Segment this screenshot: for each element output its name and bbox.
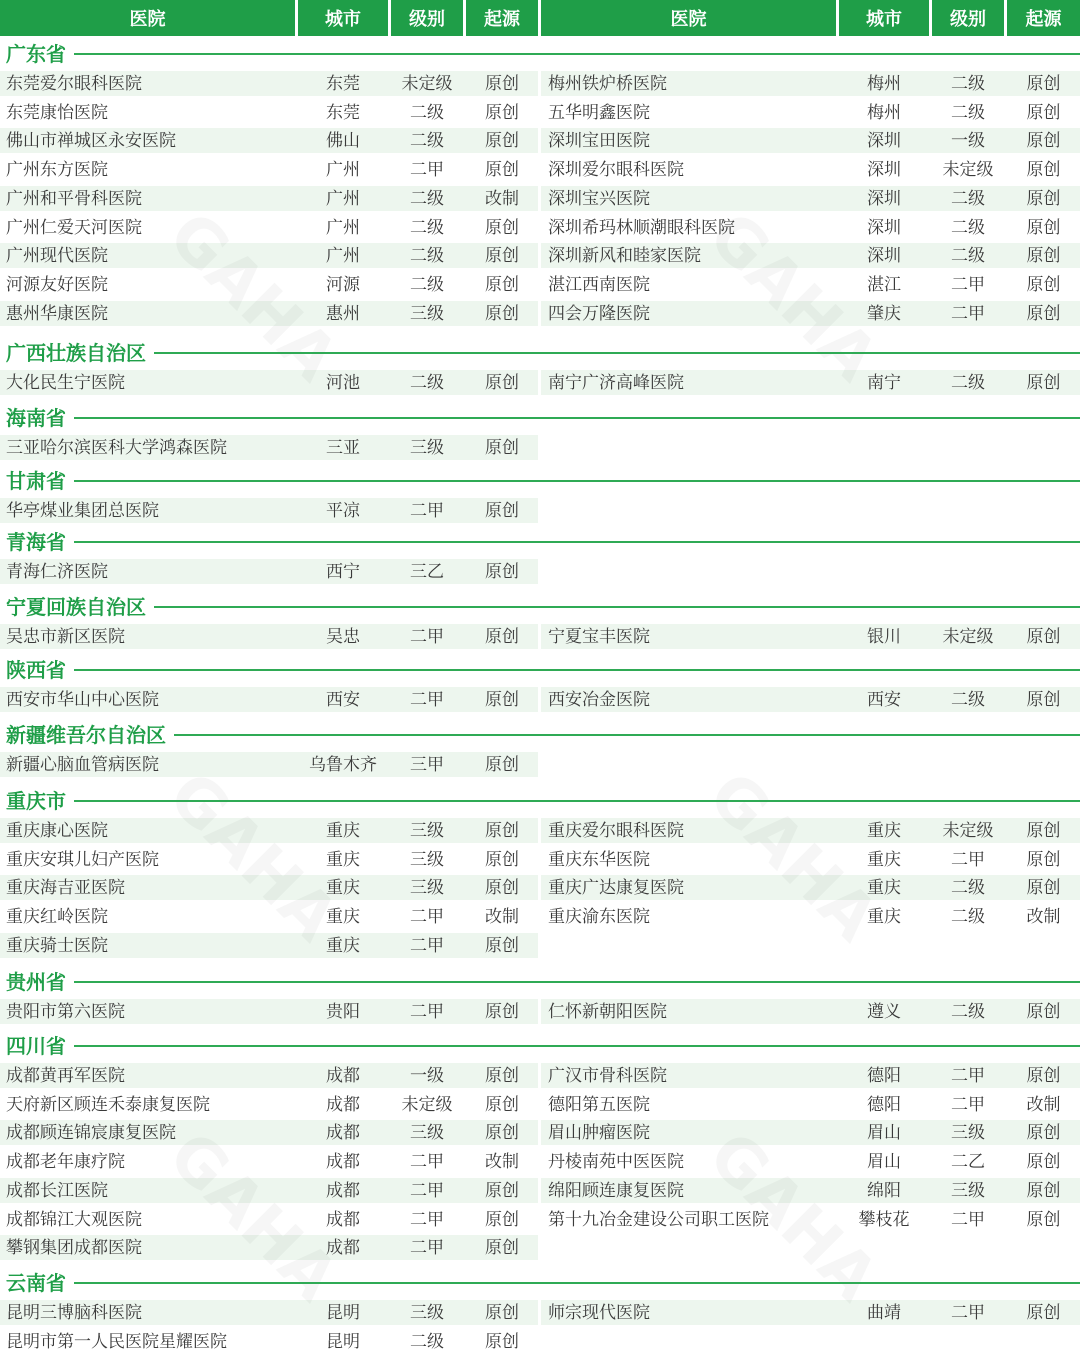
cell-city: 梅州 — [867, 74, 901, 94]
cell-origin: 原创 — [485, 1180, 519, 1201]
cell-level: 未定级 — [942, 821, 994, 841]
cell-level: 二甲 — [410, 1152, 444, 1173]
cell-level: 二甲 — [410, 1002, 444, 1022]
cell-level: 二级 — [951, 907, 985, 928]
cell-level: 三级 — [410, 878, 444, 899]
cell-origin: 原创 — [485, 1066, 519, 1086]
cell-hospital: 重庆爱尔眼科医院 — [548, 821, 684, 841]
cell-hospital: 宁夏宝丰医院 — [548, 627, 650, 647]
province-title: 广西壮族自治区 — [6, 340, 154, 366]
province-divider — [70, 800, 1080, 802]
cell-hospital: 重庆东华医院 — [548, 849, 650, 870]
province-title: 陕西省 — [6, 657, 74, 683]
cell-origin: 原创 — [485, 627, 519, 647]
cell-city: 昆明 — [326, 1331, 360, 1352]
province-divider — [70, 981, 1080, 983]
cell-level: 一级 — [410, 1066, 444, 1086]
cell-city: 深圳 — [867, 160, 901, 181]
cell-origin: 原创 — [1026, 74, 1061, 94]
cell-hospital: 深圳宝兴医院 — [548, 188, 650, 209]
cell-city: 三亚 — [326, 438, 360, 458]
cell-hospital: 广州东方医院 — [6, 160, 108, 181]
header-city-left: 城市 — [298, 0, 388, 36]
cell-origin: 原创 — [485, 1238, 519, 1259]
cell-city: 曲靖 — [867, 1303, 901, 1323]
cell-hospital: 深圳爱尔眼科医院 — [548, 160, 684, 181]
cell-hospital: 德阳第五医院 — [548, 1094, 650, 1115]
cell-origin: 原创 — [485, 246, 519, 267]
cell-hospital: 重庆康心医院 — [6, 821, 108, 841]
cell-city: 德阳 — [867, 1094, 901, 1115]
cell-hospital: 广州和平骨科医院 — [6, 188, 142, 209]
cell-city: 深圳 — [867, 188, 901, 209]
header-origin-left: 起源 — [466, 0, 538, 36]
cell-city: 重庆 — [326, 849, 360, 870]
cell-hospital: 新疆心脑血管病医院 — [6, 755, 159, 775]
cell-level: 三级 — [410, 1303, 444, 1323]
province-title: 重庆市 — [6, 788, 74, 814]
province-divider — [70, 606, 1080, 608]
cell-origin: 原创 — [485, 1002, 519, 1022]
cell-city: 重庆 — [326, 821, 360, 841]
cell-level: 二级 — [410, 274, 444, 295]
cell-city: 重庆 — [867, 821, 901, 841]
cell-city: 湛江 — [867, 274, 901, 295]
cell-origin: 原创 — [1026, 373, 1061, 393]
cell-city: 广州 — [326, 217, 360, 238]
cell-origin: 原创 — [485, 131, 519, 152]
cell-city: 重庆 — [867, 849, 901, 870]
cell-level: 三级 — [951, 1123, 985, 1144]
cell-city: 重庆 — [326, 907, 360, 928]
cell-level: 三乙 — [410, 562, 444, 582]
cell-level: 二级 — [410, 131, 444, 152]
cell-hospital: 攀钢集团成都医院 — [6, 1238, 142, 1259]
cell-origin: 改制 — [485, 907, 519, 928]
header-city-right: 城市 — [839, 0, 929, 36]
cell-origin: 原创 — [1026, 627, 1061, 647]
cell-origin: 原创 — [1026, 1209, 1061, 1230]
cell-hospital: 重庆海吉亚医院 — [6, 878, 125, 899]
cell-city: 广州 — [326, 246, 360, 267]
cell-level: 三级 — [410, 438, 444, 458]
cell-hospital: 成都老年康疗院 — [6, 1152, 125, 1173]
cell-city: 绵阳 — [867, 1180, 901, 1201]
cell-hospital: 重庆广达康复医院 — [548, 878, 684, 899]
cell-hospital: 贵阳市第六医院 — [6, 1002, 125, 1022]
cell-origin: 原创 — [1026, 102, 1061, 123]
cell-city: 南宁 — [867, 373, 901, 393]
cell-hospital: 南宁广济高峰医院 — [548, 373, 684, 393]
province-divider — [70, 669, 1080, 671]
cell-level: 未定级 — [401, 1094, 453, 1115]
cell-city: 梅州 — [867, 102, 901, 123]
cell-hospital: 东莞爱尔眼科医院 — [6, 74, 142, 94]
cell-origin: 原创 — [485, 849, 519, 870]
province-divider — [70, 734, 1080, 736]
cell-origin: 原创 — [485, 690, 519, 710]
cell-origin: 原创 — [1026, 878, 1061, 899]
cell-level: 二甲 — [951, 1066, 985, 1086]
cell-city: 深圳 — [867, 131, 901, 152]
cell-level: 二级 — [951, 878, 985, 899]
cell-hospital: 成都顾连锦宸康复医院 — [6, 1123, 176, 1144]
cell-origin: 原创 — [485, 935, 519, 956]
cell-level: 二级 — [410, 1331, 444, 1352]
cell-city: 乌鲁木齐 — [309, 755, 377, 775]
cell-origin: 原创 — [485, 1094, 519, 1115]
cell-origin: 改制 — [485, 188, 519, 209]
cell-city: 平凉 — [326, 501, 360, 521]
cell-city: 河池 — [326, 373, 360, 393]
cell-city: 贵阳 — [326, 1002, 360, 1022]
cell-origin: 原创 — [1026, 160, 1061, 181]
cell-level: 未定级 — [942, 627, 994, 647]
cell-level: 二甲 — [951, 849, 985, 870]
cell-hospital: 佛山市禅城区永安医院 — [6, 131, 176, 152]
cell-hospital: 大化民生宁医院 — [6, 373, 125, 393]
cell-hospital: 第十九冶金建设公司职工医院 — [548, 1209, 769, 1230]
cell-hospital: 西安冶金医院 — [548, 690, 650, 710]
cell-level: 三级 — [410, 821, 444, 841]
cell-hospital: 广州仁爱天河医院 — [6, 217, 142, 238]
province-divider — [70, 352, 1080, 354]
header-hospital-left: 医院 — [0, 0, 295, 36]
cell-level: 二级 — [951, 1002, 985, 1022]
cell-hospital: 成都黄再军医院 — [6, 1066, 125, 1086]
cell-origin: 改制 — [1026, 1094, 1061, 1115]
cell-hospital: 三亚哈尔滨医科大学鸿森医院 — [6, 438, 227, 458]
province-title: 广东省 — [6, 41, 74, 67]
cell-origin: 原创 — [485, 755, 519, 775]
cell-origin: 原创 — [1026, 1303, 1061, 1323]
cell-hospital: 广汉市骨科医院 — [548, 1066, 667, 1086]
cell-hospital: 天府新区顾连禾泰康复医院 — [6, 1094, 210, 1115]
cell-origin: 原创 — [1026, 1002, 1061, 1022]
cell-city: 银川 — [867, 627, 901, 647]
cell-origin: 原创 — [485, 438, 519, 458]
cell-city: 攀枝花 — [858, 1209, 910, 1230]
cell-hospital: 丹棱南苑中医医院 — [548, 1152, 684, 1173]
cell-origin: 原创 — [485, 562, 519, 582]
cell-origin: 原创 — [485, 217, 519, 238]
cell-city: 成都 — [326, 1180, 360, 1201]
cell-city: 西宁 — [326, 562, 360, 582]
cell-city: 深圳 — [867, 217, 901, 238]
cell-city: 东莞 — [326, 102, 360, 123]
cell-level: 二级 — [951, 102, 985, 123]
cell-origin: 原创 — [1026, 303, 1061, 324]
cell-city: 成都 — [326, 1123, 360, 1144]
cell-origin: 原创 — [485, 878, 519, 899]
province-divider — [70, 1282, 1080, 1284]
cell-level: 二甲 — [410, 627, 444, 647]
cell-city: 深圳 — [867, 246, 901, 267]
cell-city: 惠州 — [326, 303, 360, 324]
cell-origin: 原创 — [1026, 821, 1061, 841]
cell-hospital: 成都长江医院 — [6, 1180, 108, 1201]
cell-city: 重庆 — [867, 878, 901, 899]
cell-level: 二甲 — [410, 690, 444, 710]
cell-city: 重庆 — [867, 907, 901, 928]
cell-hospital: 梅州铁炉桥医院 — [548, 74, 667, 94]
cell-level: 三级 — [410, 1123, 444, 1144]
cell-hospital: 广州现代医院 — [6, 246, 108, 267]
cell-level: 二级 — [410, 217, 444, 238]
cell-hospital: 华亭煤业集团总医院 — [6, 501, 159, 521]
cell-level: 二级 — [951, 217, 985, 238]
cell-city: 广州 — [326, 160, 360, 181]
cell-origin: 原创 — [1026, 188, 1061, 209]
table-header — [0, 0, 1080, 38]
cell-city: 吴忠 — [326, 627, 360, 647]
cell-hospital: 青海仁济医院 — [6, 562, 108, 582]
cell-hospital: 眉山肿瘤医院 — [548, 1123, 650, 1144]
cell-origin: 改制 — [1026, 907, 1061, 928]
cell-origin: 原创 — [485, 1331, 519, 1352]
cell-level: 未定级 — [401, 74, 453, 94]
cell-city: 遵义 — [867, 1002, 901, 1022]
cell-city: 眉山 — [867, 1152, 901, 1173]
cell-level: 二级 — [951, 246, 985, 267]
cell-level: 一级 — [951, 131, 985, 152]
cell-level: 二甲 — [410, 1238, 444, 1259]
cell-origin: 原创 — [1026, 1152, 1061, 1173]
cell-level: 三级 — [410, 849, 444, 870]
cell-hospital: 西安市华山中心医院 — [6, 690, 159, 710]
cell-origin: 原创 — [485, 160, 519, 181]
cell-level: 二甲 — [410, 907, 444, 928]
province-title: 四川省 — [6, 1033, 74, 1059]
cell-origin: 原创 — [1026, 274, 1061, 295]
cell-hospital: 重庆安琪儿妇产医院 — [6, 849, 159, 870]
cell-origin: 改制 — [485, 1152, 519, 1173]
province-divider — [70, 53, 1080, 55]
cell-level: 二级 — [410, 102, 444, 123]
cell-hospital: 仁怀新朝阳医院 — [548, 1002, 667, 1022]
cell-city: 河源 — [326, 274, 360, 295]
cell-hospital: 深圳宝田医院 — [548, 131, 650, 152]
cell-city: 重庆 — [326, 935, 360, 956]
cell-city: 重庆 — [326, 878, 360, 899]
cell-hospital: 重庆渝东医院 — [548, 907, 650, 928]
cell-origin: 原创 — [1026, 131, 1061, 152]
cell-city: 成都 — [326, 1066, 360, 1086]
province-title: 甘肃省 — [6, 468, 74, 494]
header-level-left: 级别 — [391, 0, 463, 36]
province-divider — [70, 480, 1080, 482]
cell-origin: 原创 — [1026, 1180, 1061, 1201]
cell-origin: 原创 — [1026, 1123, 1061, 1144]
cell-hospital: 绵阳顾连康复医院 — [548, 1180, 684, 1201]
province-title: 青海省 — [6, 529, 74, 555]
cell-origin: 原创 — [1026, 217, 1061, 238]
cell-level: 二级 — [951, 690, 985, 710]
cell-hospital: 重庆红岭医院 — [6, 907, 108, 928]
cell-city: 成都 — [326, 1094, 360, 1115]
cell-level: 二甲 — [410, 501, 444, 521]
cell-level: 二甲 — [410, 160, 444, 181]
cell-hospital: 昆明三博脑科医院 — [6, 1303, 142, 1323]
cell-level: 二甲 — [951, 1209, 985, 1230]
cell-hospital: 重庆骑士医院 — [6, 935, 108, 956]
cell-city: 成都 — [326, 1152, 360, 1173]
cell-city: 肇庆 — [867, 303, 901, 324]
cell-city: 佛山 — [326, 131, 360, 152]
cell-level: 未定级 — [942, 160, 994, 181]
province-divider — [70, 417, 1080, 419]
cell-level: 二甲 — [410, 1209, 444, 1230]
province-title: 贵州省 — [6, 969, 74, 995]
cell-origin: 原创 — [1026, 849, 1061, 870]
cell-city: 西安 — [867, 690, 901, 710]
cell-level: 二甲 — [951, 303, 985, 324]
province-divider — [70, 541, 1080, 543]
cell-city: 东莞 — [326, 74, 360, 94]
cell-origin: 原创 — [485, 274, 519, 295]
cell-level: 二甲 — [951, 1094, 985, 1115]
cell-hospital: 吴忠市新区医院 — [6, 627, 125, 647]
cell-hospital: 惠州华康医院 — [6, 303, 108, 324]
province-divider — [70, 1045, 1080, 1047]
cell-hospital: 湛江西南医院 — [548, 274, 650, 295]
province-title: 宁夏回族自治区 — [6, 594, 154, 620]
cell-level: 二级 — [410, 373, 444, 393]
cell-hospital: 师宗现代医院 — [548, 1303, 650, 1323]
cell-origin: 原创 — [485, 501, 519, 521]
cell-origin: 原创 — [485, 303, 519, 324]
cell-level: 二级 — [410, 246, 444, 267]
cell-level: 三级 — [410, 303, 444, 324]
cell-origin: 原创 — [485, 821, 519, 841]
cell-hospital: 五华明鑫医院 — [548, 102, 650, 123]
cell-origin: 原创 — [1026, 690, 1061, 710]
header-hospital-right: 医院 — [541, 0, 836, 36]
cell-origin: 原创 — [1026, 1066, 1061, 1086]
cell-level: 二级 — [951, 188, 985, 209]
province-title: 海南省 — [6, 405, 74, 431]
cell-level: 三级 — [951, 1180, 985, 1201]
province-title: 云南省 — [6, 1270, 74, 1296]
cell-level: 二级 — [410, 188, 444, 209]
cell-hospital: 东莞康怡医院 — [6, 102, 108, 123]
cell-origin: 原创 — [485, 74, 519, 94]
cell-level: 二甲 — [410, 935, 444, 956]
cell-origin: 原创 — [1026, 246, 1061, 267]
province-title: 新疆维吾尔自治区 — [6, 722, 174, 748]
cell-city: 成都 — [326, 1209, 360, 1230]
cell-level: 二乙 — [951, 1152, 985, 1173]
cell-hospital: 河源友好医院 — [6, 274, 108, 295]
cell-level: 三甲 — [410, 755, 444, 775]
cell-origin: 原创 — [485, 1209, 519, 1230]
header-level-right: 级别 — [932, 0, 1004, 36]
cell-hospital: 深圳希玛林顺潮眼科医院 — [548, 217, 735, 238]
cell-city: 成都 — [326, 1238, 360, 1259]
cell-level: 二甲 — [951, 274, 985, 295]
cell-origin: 原创 — [485, 373, 519, 393]
cell-origin: 原创 — [485, 1123, 519, 1144]
cell-hospital: 成都锦江大观医院 — [6, 1209, 142, 1230]
cell-city: 广州 — [326, 188, 360, 209]
cell-origin: 原创 — [485, 102, 519, 123]
cell-level: 二甲 — [410, 1180, 444, 1201]
cell-origin: 原创 — [485, 1303, 519, 1323]
cell-city: 西安 — [326, 690, 360, 710]
cell-level: 二级 — [951, 373, 985, 393]
cell-city: 德阳 — [867, 1066, 901, 1086]
header-origin-right: 起源 — [1007, 0, 1080, 36]
cell-city: 昆明 — [326, 1303, 360, 1323]
cell-city: 眉山 — [867, 1123, 901, 1144]
cell-level: 二甲 — [951, 1303, 985, 1323]
cell-level: 二级 — [951, 74, 985, 94]
cell-hospital: 深圳新风和睦家医院 — [548, 246, 701, 267]
cell-hospital: 四会万隆医院 — [548, 303, 650, 324]
cell-hospital: 昆明市第一人民医院星耀医院 — [6, 1331, 227, 1352]
